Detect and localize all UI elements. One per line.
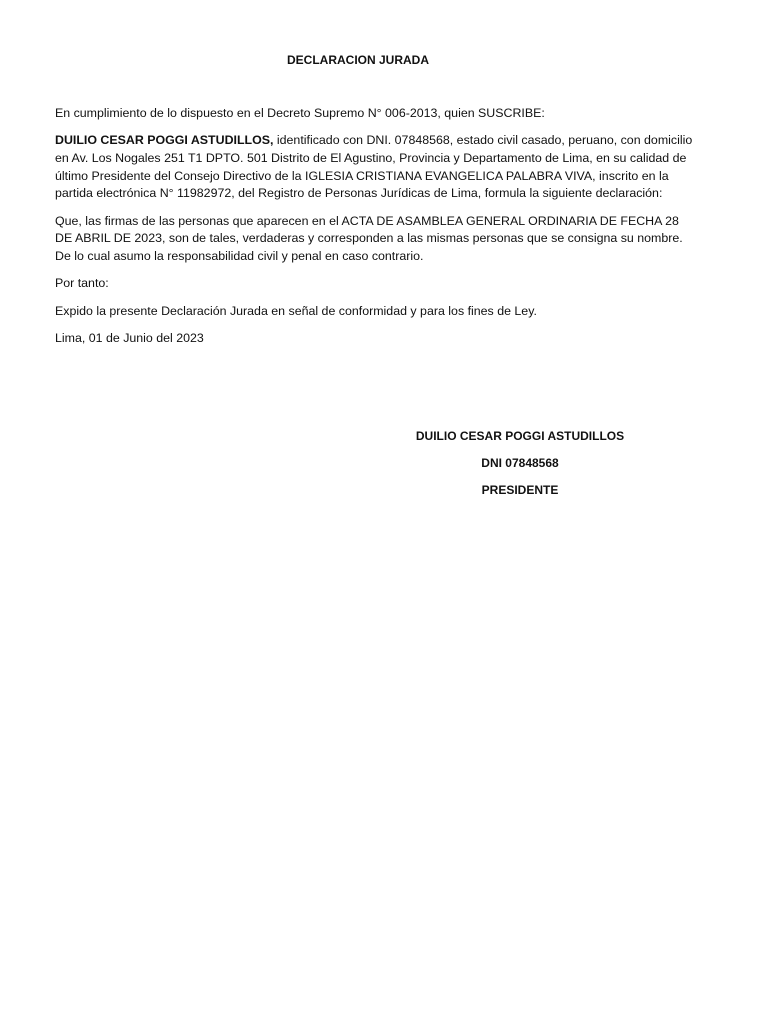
document-title: DECLARACION JURADA xyxy=(286,53,429,67)
statement-paragraph: Que, las firmas de las personas que aparecen en el ACTA DE ASAMBLEA GENERAL ORDINARIA DE FECHA 28 DE ABRIL DE 2023, son de tales, verdaderas y corresponden a las mismas personas que se consigna su nombre. De lo cual asumo la responsabilidad civil y penal en caso contrario. xyxy=(55,213,683,263)
signature-role: PRESIDENTE xyxy=(481,483,559,498)
expido-paragraph: Expido la presente Declaración Jurada en señal de conformidad y para los fines de Ley. xyxy=(55,303,537,318)
intro-paragraph: En cumplimiento de lo dispuesto en el Decreto Supremo N° 006-2013, quien SUSCRIBE: xyxy=(55,106,545,120)
place-date: Lima, 01 de Junio del 2023 xyxy=(55,330,204,345)
signature-dni: DNI 07848568 xyxy=(481,456,559,471)
por-tanto-paragraph: Por tanto: xyxy=(55,276,109,291)
declarant-name: DUILIO CESAR POGGI ASTUDILLOS, xyxy=(55,133,274,148)
signature-name: DUILIO CESAR POGGI ASTUDILLOS xyxy=(415,429,625,443)
declarant-details: identificado con DNI. 07848568, estado civil casado, peruano, con domicilio en Av. Los Nogales 251 T1 DPTO. 501 Distrito de El Agustino, Provincia y Departamento de Lima, en su calidad de último Presidente del Consejo Directivo de la IGLESIA CRISTIANA EVANGELICA PALABRA VIVA, inscrito en la partida electrónica N° 11982972, del Registro de Personas Jurídicas de Lima, formula la siguiente declaración: xyxy=(55,133,693,201)
signature-block xyxy=(404,428,636,510)
document-body xyxy=(55,105,695,357)
declarant-paragraph xyxy=(55,132,695,202)
